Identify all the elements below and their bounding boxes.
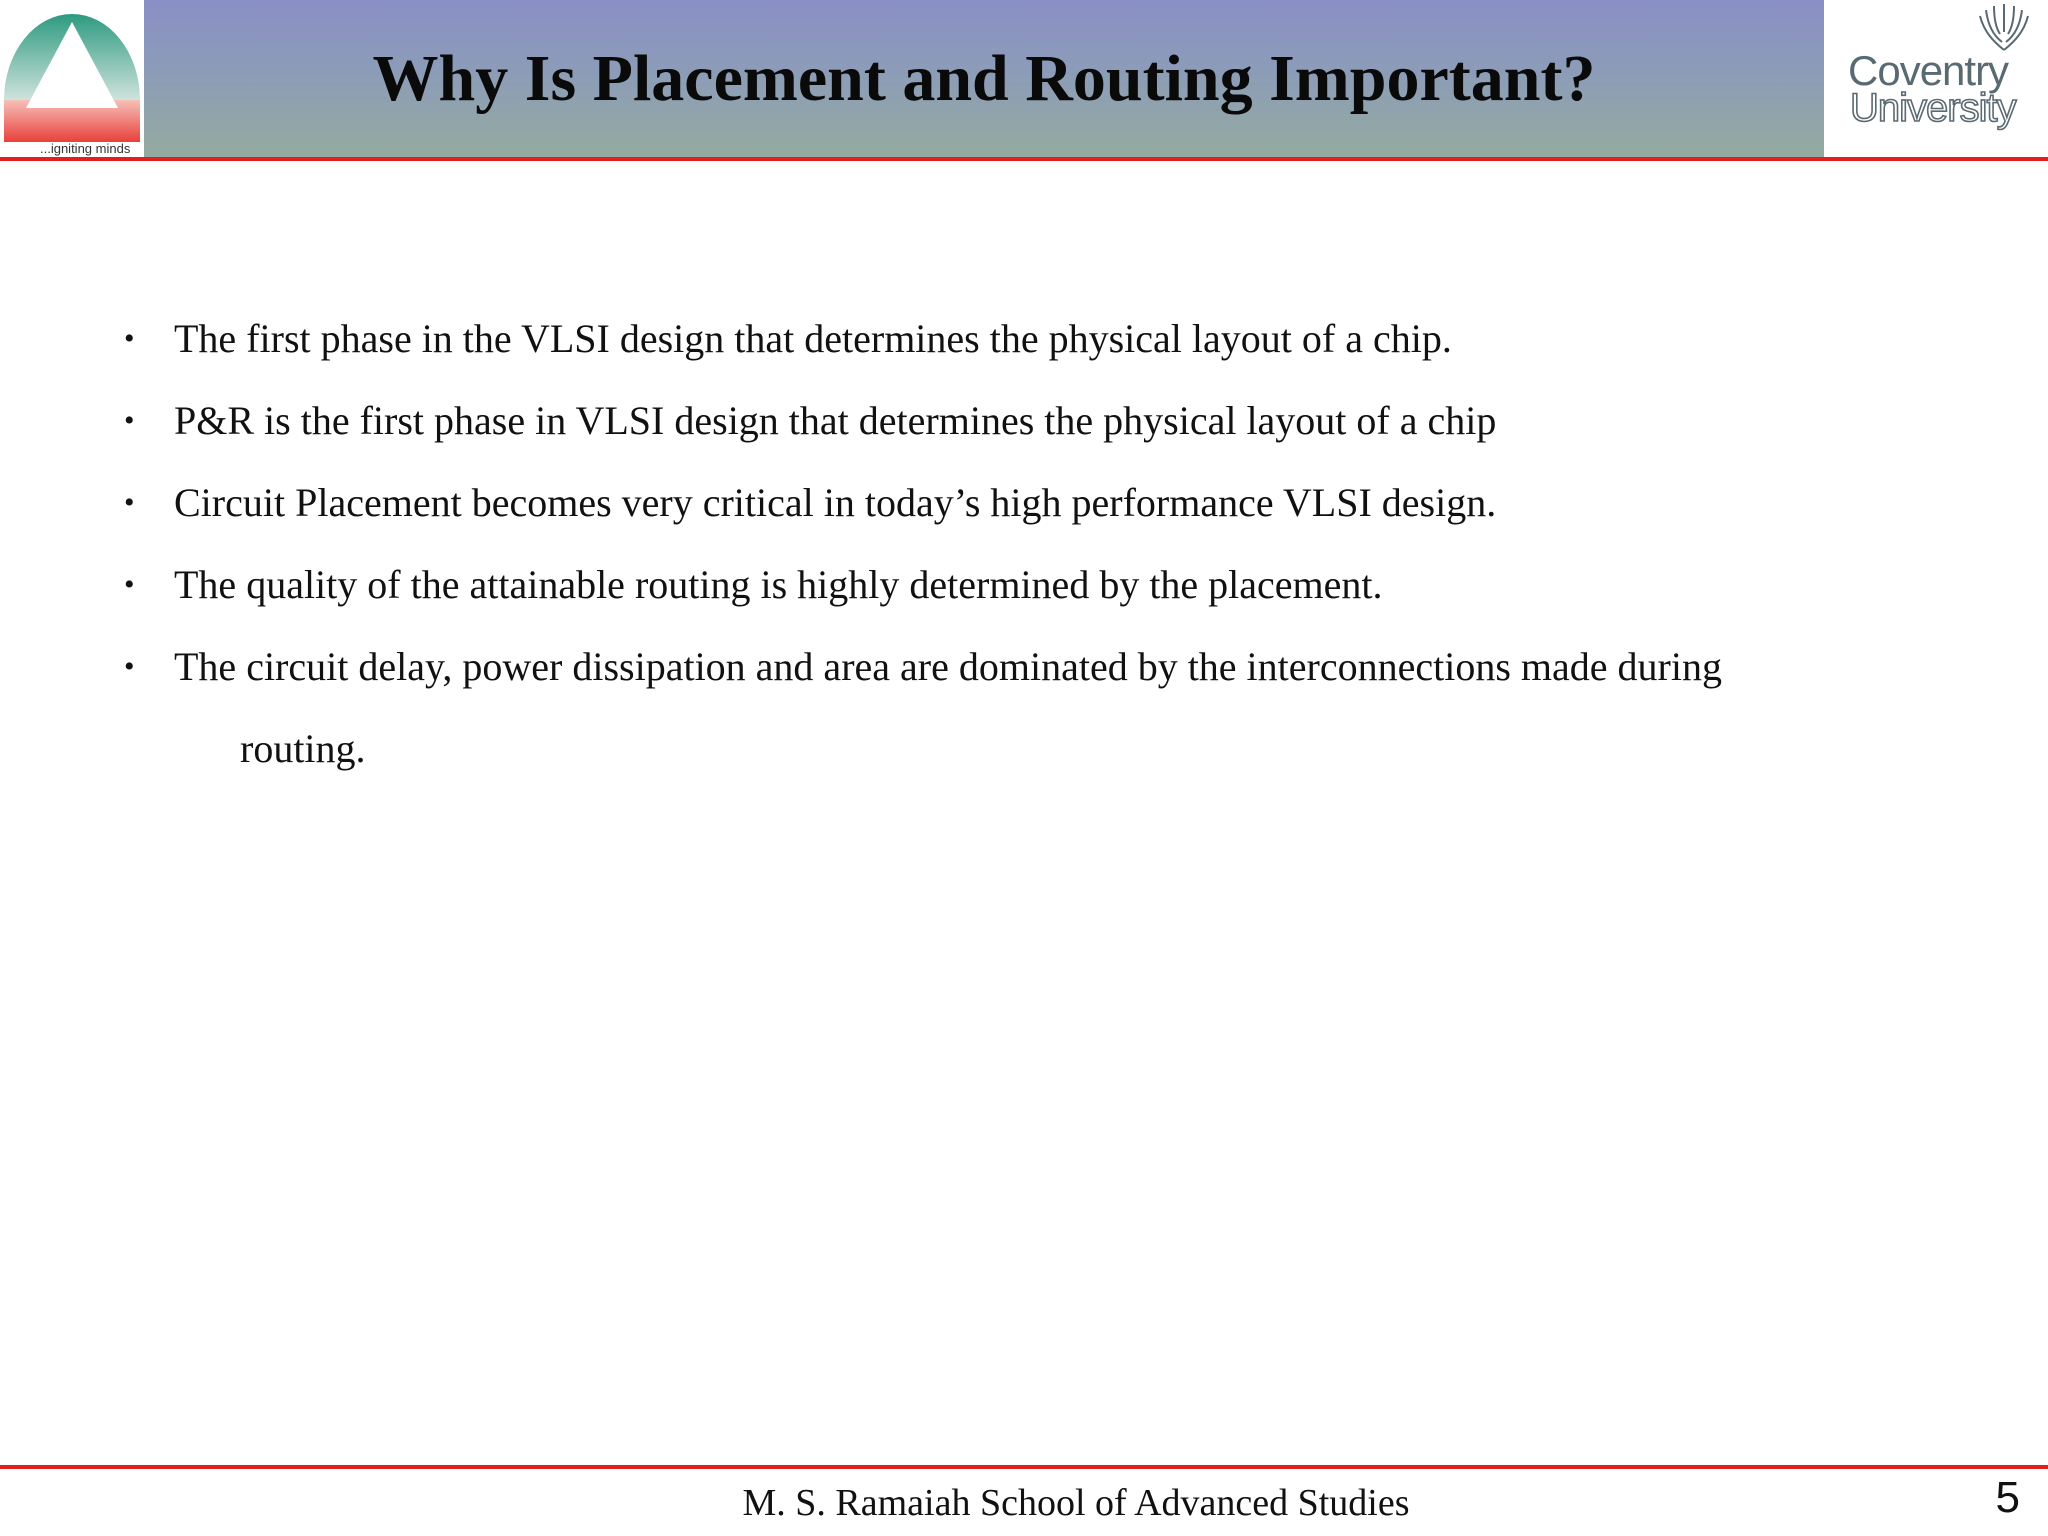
logo-coventry-text: Coventry (1848, 47, 2009, 94)
bullet-text: The circuit delay, power dissipation and area are dominated by the interconnections made during (174, 644, 1722, 689)
bullet-item (120, 380, 1980, 462)
slide-header (0, 0, 2048, 162)
bullet-text: Circuit Placement becomes very critical in today’s high performance VLSI design. (174, 480, 1497, 525)
bullet-text: The quality of the attainable routing is highly determined by the placement. (174, 562, 1383, 607)
footer-institution-text: M. S. Ramaiah School of Advanced Studies (742, 1482, 1410, 1524)
bullet-item (120, 462, 1980, 544)
bullet-dot-icon: • (124, 322, 135, 355)
coventry-university-logo (1826, 0, 2048, 158)
slide-title: Why Is Placement and Routing Important? (372, 42, 1596, 115)
logo-university-text: University (1850, 86, 2016, 130)
bullet-dot-icon: • (124, 486, 135, 519)
page-number: 5 (1995, 1473, 2020, 1522)
bullet-item (120, 298, 1980, 380)
bullet-item (120, 544, 1980, 626)
logo-tagline: ...igniting minds (40, 141, 131, 156)
bullet-text: The first phase in the VLSI design that determines the physical layout of a chip. (174, 316, 1452, 361)
bullet-dot-icon: • (124, 650, 135, 683)
bullet-list (120, 298, 1980, 790)
bullet-text: P&R is the first phase in VLSI design that determines the physical layout of a chip (174, 398, 1497, 443)
bullet-text-continuation: routing. (240, 726, 366, 771)
footer-rule (0, 1465, 2048, 1469)
bullet-dot-icon: • (124, 568, 135, 601)
footer-institution (0, 1478, 2048, 1528)
bullet-dot-icon: • (124, 404, 135, 437)
bullet-item (120, 626, 1980, 790)
header-rule (0, 157, 2048, 161)
triangle-logo-icon (0, 0, 144, 160)
msrsas-logo (0, 0, 144, 160)
